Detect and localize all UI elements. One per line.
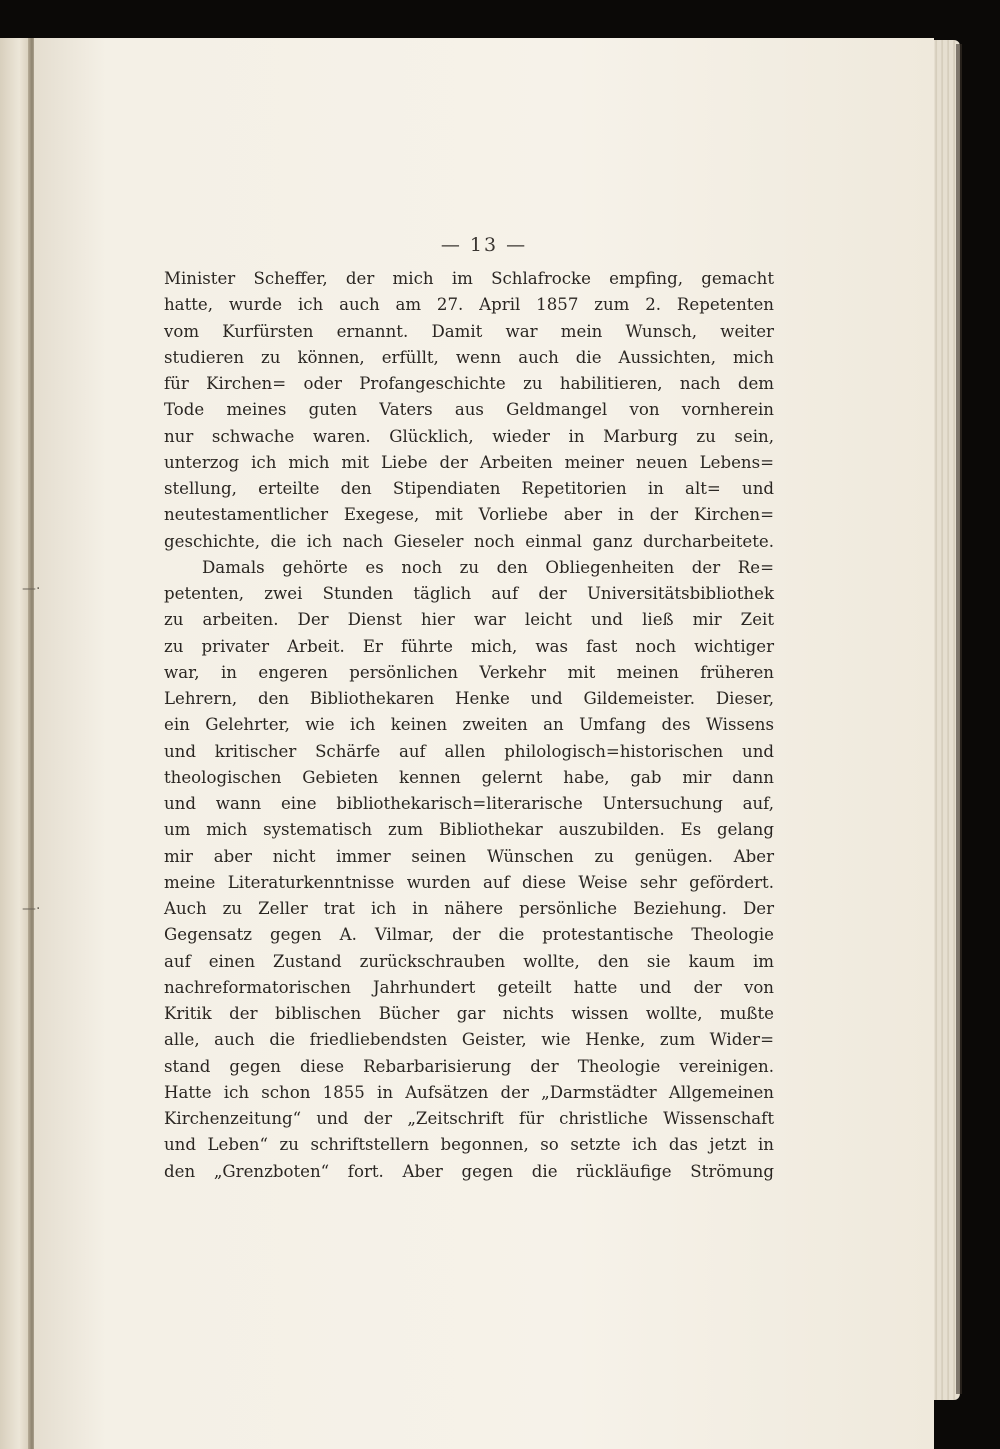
text-line: unterzog ich mich mit Liebe der Arbeiten meiner neuen Lebens= [164,452,774,472]
text-line: ein Gelehrter, wie ich keinen zweiten an Umfang des Wissens [164,715,774,735]
text-line: Auch zu Zeller trat ich in nähere persönliche Beziehung. Der [164,899,774,918]
text-line: zu arbeiten. Der Dienst hier war leicht und ließ mir Zeit [164,610,774,630]
text-line: geschichte, die ich nach Gieseler noch einmal ganz durcharbeitete. [164,531,774,551]
text-line: Kirchenzeitung“ und der „Zeitschrift für christliche Wissenschaft [164,1109,774,1128]
text-line: meine Literaturkenntnisse wurden auf diese Weise sehr gefördert. [164,872,774,892]
text-line: Minister Scheffer, der mich im Schlafrocke empfing, gemacht [164,269,774,288]
text-line: Kritik der biblischen Bücher gar nichts wissen wollte, mußte [164,1004,774,1023]
text-line: vom Kurfürsten ernannt. Damit war mein Wunsch, weiter [164,321,774,341]
margin-tick-mark: —· [22,901,41,917]
margin-tick-mark: —· [22,581,41,597]
text-line: hatte, wurde ich auch am 27. April 1857 zum 2. Repetenten [164,295,774,315]
text-line: stellung, erteilte den Stipendiaten Repetitorien in alt= und [164,479,774,498]
body-text [164,266,774,1185]
text-line: und Leben“ zu schriftstellern begonnen, so setzte ich das jetzt in [164,1135,774,1155]
text-line: theologischen Gebieten kennen gelernt habe, gab mir dann [164,767,774,787]
text-line: studieren zu können, erfüllt, wenn auch die Aussichten, mich [164,347,774,367]
text-line: Gegensatz gegen A. Vilmar, der die protestantische Theologie [164,925,774,945]
book-page [34,38,934,1449]
text-line: mir aber nicht immer seinen Wünschen zu genügen. Aber [164,846,774,866]
text-line: für Kirchen= oder Profangeschichte zu habilitieren, nach dem [164,374,774,393]
text-line: Tode meines guten Vaters aus Geldmangel von vornherein [164,400,774,420]
text-line: neutestamentlicher Exegese, mit Vorliebe aber in der Kirchen= [164,505,774,525]
text-line: nur schwache waren. Glücklich, wieder in Marburg zu sein, [164,426,774,446]
text-line: um mich systematisch zum Bibliothekar auszubilden. Es gelang [164,820,774,840]
text-line: und wann eine bibliothekarisch=literarische Untersuchung auf, [164,794,774,813]
text-line: war, in engeren persönlichen Verkehr mit meinen früheren [164,662,774,682]
text-line: Lehrern, den Bibliothekaren Henke und Gildemeister. Dieser, [164,689,774,708]
text-line: den „Grenzboten“ fort. Aber gegen die rückläufige Strömung [164,1161,774,1181]
text-line: stand gegen diese Rebarbarisierung der Theologie vereinigen. [164,1056,774,1076]
text-line: alle, auch die friedliebendsten Geister, wie Henke, zum Wider= [164,1030,774,1050]
text-line: auf einen Zustand zurückschrauben wollte, den sie kaum im [164,951,774,971]
text-line: Hatte ich schon 1855 in Aufsätzen der „Darmstädter Allgemeinen [164,1082,774,1102]
text-line: zu privater Arbeit. Er führte mich, was fast noch wichtiger [164,636,774,656]
text-line: und kritischer Schärfe auf allen philologisch=historischen und [164,741,774,761]
text-line: nachreformatorischen Jahrhundert geteilt hatte und der von [164,977,774,997]
text-line: petenten, zwei Stunden täglich auf der Universitätsbibliothek [164,584,774,603]
page-edge-shadow [956,44,962,1394]
page-number: — 13 — [440,234,528,256]
text-line: Damals gehörte es noch zu den Obliegenheiten der Re= [202,557,774,577]
